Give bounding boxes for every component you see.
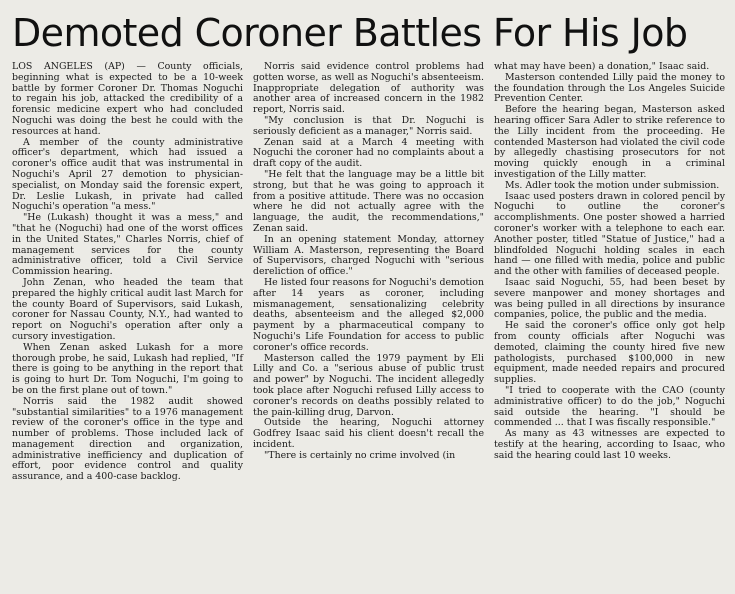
headline: Demoted Coroner Battles For His Job [12,11,688,55]
paragraph: Ms. Adler took the motion under submission. [505,179,720,191]
paragraph: "He (Lukash) thought it was a mess," and "that he (Noguchi) had one of the worst offices in the United States," Charles Norris, chief of management services for the county administrative officer, told a Civil Service Commission hearing. [12,212,243,278]
paragraph: When Zenan asked Lukash for a more thorough probe, he said, Lukash had replied, "If there is going to be anything in the report that is going to hurt Dr. Tom Noguchi, I'm going to be on the first plane out of town." [12,341,243,396]
column-3 [494,62,725,483]
paragraph: Masterson called the 1979 payment by Eli Lilly and Co. a "serious abuse of public trust and power" by Noguchi. The incident allegedly took place after Noguchi refused Lilly access to coroner's records on deaths possibly related to the pain-killing drug, Darvon. [253,352,484,418]
paragraph: Outside the hearing, Noguchi attorney Godfrey Isaac said his client doesn't recall the incident. [253,417,484,450]
paragraph: In an opening statement Monday, attorney William A. Masterson, representing the Board of Supervisors, charged Noguchi with "serious dereliction of office." [253,233,484,278]
paragraph: A member of the county administrative officer's department, which had issued a coroner's office audit that was instrumental in Noguchi's April 27 demotion to physician-specialist, on Monday said the forensic expert, Dr. Leslie Lukash, in private had called Noguchi's operation "a mess." [12,136,243,213]
paragraph: Isaac used posters drawn in colored pencil by Noguchi to outline the coroner's accomplishments. One poster showed a harried coroner's worker with a telephone to each ear. Another poster, titled "Statue of Justice," had a blindfolded Noguchi holding scales in each hand — one filled with media, police and public and the other with families of deceased people. [494,190,725,278]
column-1 [12,62,243,483]
paragraph: Zenan said at a March 4 meeting with Noguchi the coroner had no complaints about a draft copy of the audit. [253,136,484,170]
paragraph: Masterson contended Lilly paid the money to the foundation through the Los Angeles Suicide Prevention Center. [494,71,725,105]
paragraph: He said the coroner's office only got help from county officials after Noguchi was demoted, claiming the county hired five new pathologists, purchased $100,000 in new equipment, made needed repairs and procured supplies. [494,320,725,386]
paragraph: As many as 43 witnesses are expected to testify at the hearing, according to Isaac, who said the hearing could last 10 weeks. [494,428,725,461]
paragraph: "My conclusion is that Dr. Noguchi is seriously deficient as a manager," Norris said. [253,114,484,137]
paragraph: "I tried to cooperate with the CAO (county administrative officer) to do the job," Noguchi said outside the hearing. "I should be commended ... that I was fiscally responsible." [494,384,725,429]
paragraph: Isaac said Noguchi, 55, had been beset by severe manpower and money shortages and was being pulled in all directions by insurance companies, police, the public and the media. [494,276,725,321]
paragraph: John Zenan, who headed the team that prepared the highly critical audit last March for the county Board of Supervisors, said Lukash, coroner for Nassau County, N.Y., had wanted to report on Noguchi's operation after only a cursory investigation. [12,276,243,342]
paragraph: Before the hearing began, Masterson asked hearing officer Sara Adler to strike reference to the Lilly incident from the proceeding. He contended Masterson had violated the civil code by allegedly chastising prosecutors for not moving quickly enough in a criminal investigation of the Lilly matter. [494,104,725,180]
article-body [12,62,725,483]
paragraph: "There is certainly no crime involved (in [264,449,456,461]
paragraph: LOS ANGELES (AP) — County officials, beginning what is expected to be a 10-week battle by former Coroner Dr. Thomas Noguchi to regain his job, attacked the credibility of a forensic medicine expert who had concluded Noguchi was doing the best he could with the resources at hand. [12,61,243,137]
paragraph: He listed four reasons for Noguchi's demotion after 14 years as coroner, including mismanagement, sensationalizing celebrity deaths, absenteeism and the alleged $2,000 payment by a pharmaceutical company to Noguchi's Life Foundation for access to public coroner's office records. [253,276,484,353]
paragraph: Norris said evidence control problems had gotten worse, as well as Noguchi's absenteeism. Inappropriate delegation of authority was another area of increased concern in the 1982 report, Norris said. [253,61,484,116]
paragraph: Norris said the 1982 audit showed "substantial similarities" to a 1976 management review of the coroner's office in the type and number of problems. Those included lack of management direction and organization, administrative inefficiency and duplication of effort, poor evidence control and quality assurance, and a 400-case backlog. [12,395,243,483]
paragraph: "He felt that the language may be a little bit strong, but that he was going to approach it from a positive attitude. There was no occasion where he did not actually agree with the language, the audit, the recommendations," Zenan said. [253,168,484,234]
paragraph: what may have been) a donation," Isaac said. [494,61,710,72]
column-2 [253,62,484,483]
